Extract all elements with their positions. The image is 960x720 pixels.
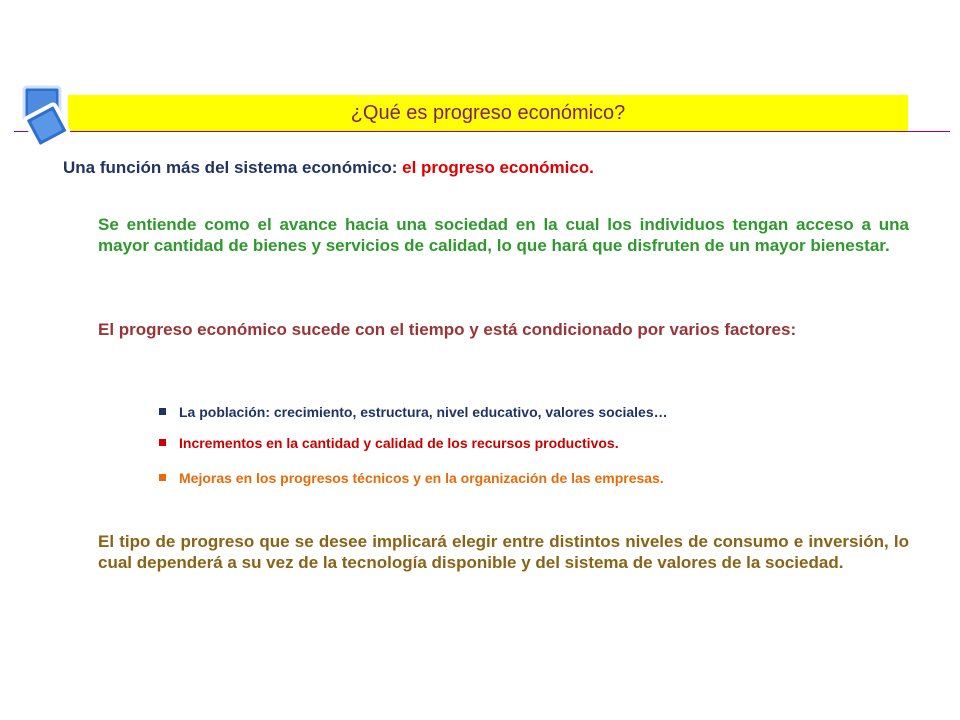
paragraph-progress-type: El tipo de progreso que se desee implicará elegir entre distintos niveles de consumo e inversión, lo cual dependerá a su vez de la tecnología disponible y del sistema de valores de la sociedad. [98,532,909,572]
logo-squares-icon [14,80,74,150]
list-item-text: Mejoras en los progresos técnicos y en la organización de las empresas. [179,470,664,486]
paragraph-definition: Se entiende como el avance hacia una sociedad en la cual los individuos tengan acceso a una mayor cantidad de bienes y servicios de calidad, lo que hará que disfruten de un mayor bienestar. [98,215,909,255]
square-bullet-icon [159,474,166,481]
square-bullet-icon [159,408,166,415]
square-bullet-icon [159,439,166,446]
list-item [159,404,668,420]
subtitle-highlight: el progreso económico. [402,158,594,177]
slide-subtitle [63,158,783,178]
list-item [159,470,664,486]
slide-title: ¿Qué es progreso económico? [350,102,626,124]
paragraph-factors-intro: El progreso económico sucede con el tiempo y está condicionado por varios factores: [98,320,797,339]
list-item-text: La población: crecimiento, estructura, nivel educativo, valores sociales… [179,404,668,420]
list-item-text: Incrementos en la cantidad y calidad de los recursos productivos. [179,435,619,451]
list-item [159,435,619,451]
subtitle-lead: Una función más del sistema económico: [63,158,403,177]
